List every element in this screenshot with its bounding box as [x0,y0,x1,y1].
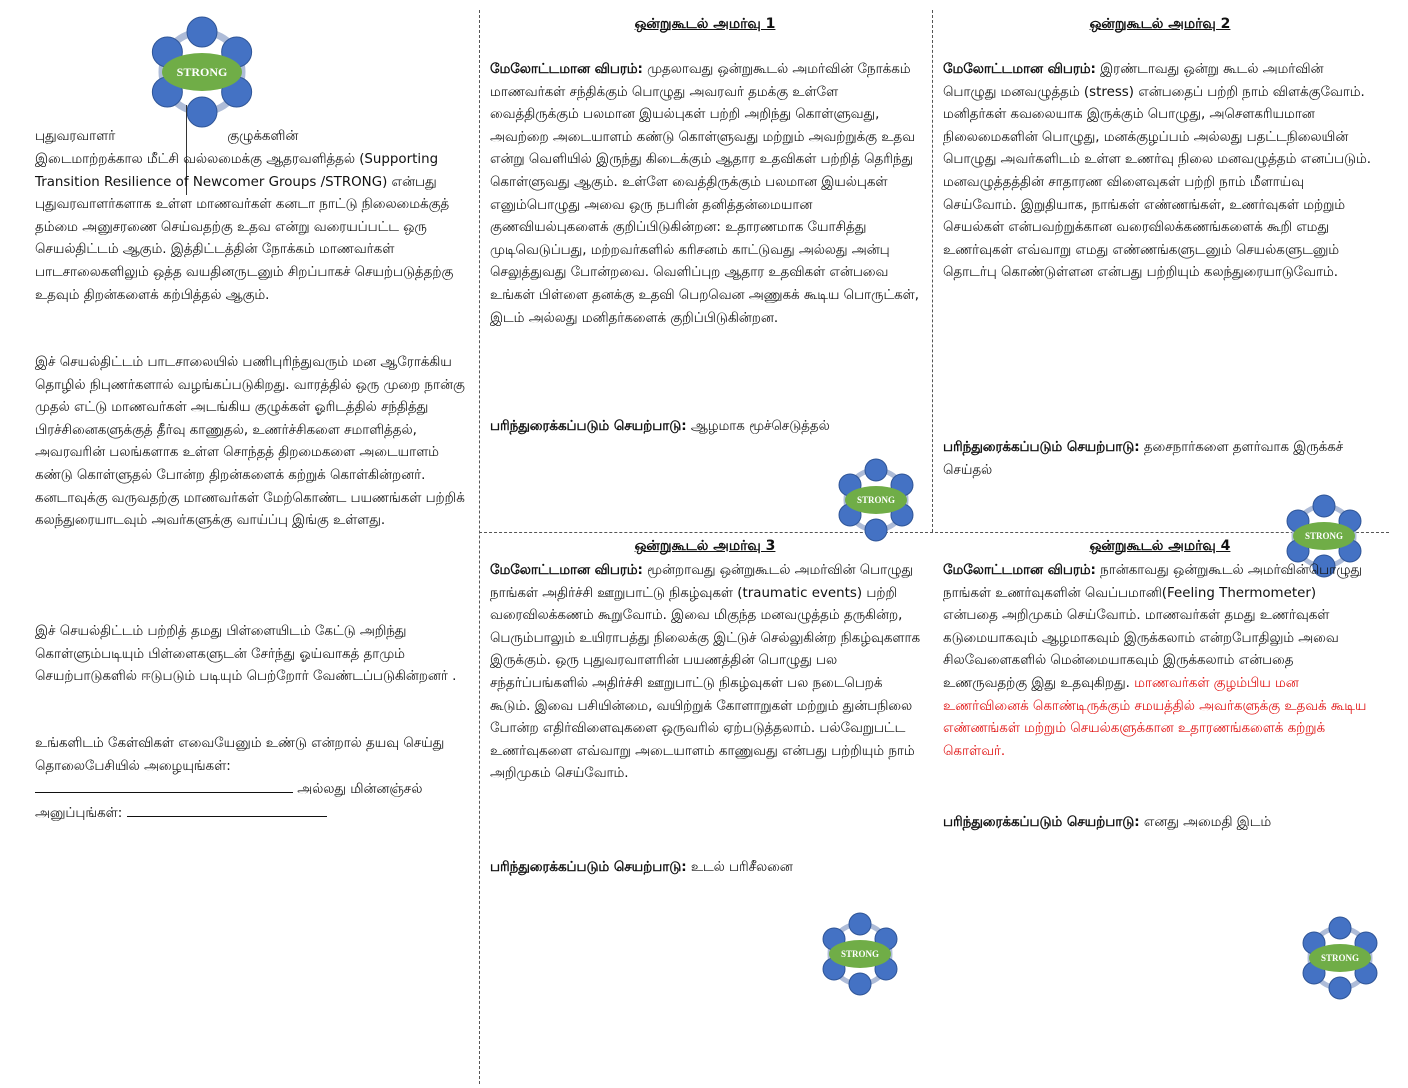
session-title: ஒன்றுகூடல் அமர்வு 2 [1089,16,1231,32]
strong-logo [828,452,924,548]
activity-label: பரிந்துரைக்கப்படும் செயற்பாடு: [943,815,1140,830]
activity-text: உடல் பரிசீலனை [690,860,793,875]
session-overview [943,560,1373,763]
session-activity [490,416,922,439]
overview-text: முதலாவது ஒன்றுகூடல் அமர்வின் நோக்கம் மாணவர்கள் சந்திக்கும் பொழுது அவரவர் தமக்கு உள்ளே வைத்திருக்கும் பலமான இயல்புகள் பற்றி அறிந்து கொள்ளுவது, அவற்றை அடையாளம் கண்டு கொள்ளுவது மற்றும் அவற்றுக்கு உதவ என்று வெளியில் இருந்து கிடைக்கும் ஆதார உதவிகள் பற்றித் தெரிந்து கொள்ளுவது ஆகும். உள்ளே வைத்திருக்கும் பலமான இயல்புகள் எனும்பொழுது அவை ஒரு நபரின் தனித்தன்மையான குணவியல்புகளைக் குறிப்பிடுகின்றன: உதாரணமாக யோசித்து முடிவெடுப்பது, மற்றவர்களில் கரிசனம் காட்டுவது அல்லது அன்பு செலுத்துவது போன்றவை. வெளிப்புற ஆதார உதவிகள் என்பவை உங்கள் பிள்ளை தனக்கு உதவி பெறவென அணுகக் கூடிய பொருட்கள், இடம் அல்லது மனிதர்களைக் குறிப்பிடுகின்றன. [490,62,920,326]
logo-circle [187,17,217,47]
intro-paragraph-1: இடைமாற்றக்கால மீட்சி வல்லமைக்கு ஆதரவளித்தல் (Supporting Transition Resilience of Newcomer Groups /STRONG) என்பது புதுவரவாளர்களாக உள்ள மாணவர்கள் கனடா நாட்டு நிலைமைக்குத் தம்மை அனுசரணை செய்வதற்கு உதவ என்று வரையப்பட்ட ஒரு செயல்திட்டம் ஆகும். இத்திட்டத்தின் நோக்கம் மாணவர்கள் பாடசாலைகளிலும் ஒத்த வயதினருடனும் சிறப்பாகச் செயற்படுத்தற்கு உதவும் திறன்களைக் கற்பித்தல் ஆகும். [35,152,454,303]
activity-label: பரிந்துரைக்கப்படும் செயற்பாடு: [490,860,687,875]
session-activity [943,812,1373,835]
session-activity [943,437,1381,482]
logo-circle [1329,917,1351,939]
overview-label: மேலோட்டமான விபரம்: [490,62,643,77]
overview-text: மூன்றாவது ஒன்றுகூடல் அமர்வின் பொழுது நாங்கள் அதிர்ச்சி ஊறுபாட்டு நிகழ்வுகள் (traumatic events) பற்றி வரைவிலக்கணம் கூறுவோம். இவை மிகுந்த மனவழுத்தம் தருகின்ற, பெரும்பாலும் உயிராபத்து நிலைக்கு இட்டுச் செல்லுகின்ற நிகழ்வுகளாக இருக்கும். ஒரு புதுவரவாளரின் பயணத்தின் பொழுது பல சந்தர்ப்பங்களில் அதிர்ச்சி ஊறுபாட்டு நிகழ்வுகள் பல நடைபெறக் கூடும். இவை பசியின்மை, வயிற்றுக் கோளாறுகள் மற்றும் துன்பநிலை போன்ற எதிர்விளைவுகளை ஒருவரில் ஏற்படுத்தலாம். பல்வேறுபட்ட உணர்வுகளை எவ்வாறு அடையாளம் காணுவது என்பது பற்றியும் நாம் அறிமுகம் செய்வோம். [490,563,921,782]
strong-logo [138,8,266,136]
svg-text:STRONG: STRONG [176,65,228,79]
session-title: ஒன்றுகூடல் அமர்வு 1 [634,16,776,32]
logo-circle [849,913,871,935]
logo-circle [1313,495,1335,517]
strong-logo [812,906,908,1002]
activity-label: பரிந்துரைக்கப்படும் செயற்பாடு: [943,440,1140,455]
svg-text:STRONG: STRONG [1304,531,1344,541]
overview-label: மேலோட்டமான விபரம்: [943,563,1096,578]
intro-paragraph-3: இச் செயல்திட்டம் பற்றித் தமது பிள்ளையிடம் கேட்டு அறிந்து கொள்ளும்படியும் பிள்ளைகளுடன் சேர்ந்து ஓய்வாகத் தாமும் செயற்பாடுகளில் ஈடுபடும் படியும் பெற்றோர் வேண்டப்படுகின்றனர் . [35,624,457,685]
session-overview [943,59,1381,285]
overview-label: மேலோட்டமான விபரம்: [490,563,643,578]
intro-paragraph-2: இச் செயல்திட்டம் பாடசாலையில் பணிபுரிந்துவரும் மன ஆரோக்கிய தொழில் நிபுணர்களால் வழங்கப்படுகிறது. வாரத்தில் ஒரு முறை நான்கு முதல் எட்டு மாணவர்கள் அடங்கிய குழுக்கள் ஓரிடத்தில் சந்தித்து பிரச்சினைகளுக்குத் தீர்வு காணுதல், உணர்ச்சிகளை சமாளித்தல், அவரவரின் பலங்களாக உள்ள சொந்தத் திறமைகளை அடையாளம் கண்டு கொள்ளுதல் போன்ற திறன்களைக் கற்றுக் கொள்கின்றனர். கனடாவுக்கு வருவதற்கு மாணவர்கள் மேற்கொண்ட பயணங்கள் பற்றிக் கலந்துரையாடவும் அவர்களுக்கு வாய்ப்பு இங்கு உள்ளது. [35,355,465,529]
column-divider-right [932,10,933,532]
contact-send: அனுப்புங்கள்: [35,805,123,821]
intro-heading [35,126,475,149]
overview-text: இரண்டாவது ஒன்று கூடல் அமர்வின் பொழுது மனவழுத்தம் (stress) என்பதைப் பற்றி நாம் விளக்குவோம். மனிதர்கள் கவலையாக இருக்கும் பொழுது, அசௌகரியமான நிலைமைகளின் பொழுது, மனக்குழப்பம் அல்லது பதட்டநிலையின் பொழுது அவர்களிடம் உள்ள உணர்வு நிலை மனவழுத்தம் எனப்படும். மனவழுத்தத்தின் சாதாரண விளைவுகள் பற்றி நாம் மீளாய்வு செய்வோம். இறுதியாக, நாங்கள் எண்ணங்கள், உணர்வுகள் மற்றும் செயல்கள் என்பவற்றுக்கான வரைவிலக்கணங்களைக் கூறி எமது உணர்வுகள் எவ்வாறு எமது எண்ணங்களுடனும் செயல்களுடனும் தொடர்பு கொண்டுள்ளன என்பது பற்றியும் கலந்துரையாடுவோம். [943,62,1371,281]
intro-heading-part2: குழுக்களின் [227,129,299,144]
session-overview [490,59,922,330]
intro-heading-part1: புதுவரவாளர் [35,129,116,144]
overview-text: நான்காவது ஒன்றுகூடல் அமர்வின்பொழுது நாங்கள் உணர்வுகளின் வெப்பமானி(Feeling Thermometer) என்பதை அறிமுகம் செய்வோம். மாணவர்கள் தமது உணர்வுகள் கடுமையாகவும் ஆழமாகவும் இருக்கலாம் என்றபோதிலும் அவை சிலவேளைகளில் மென்மையாகவும் இருக்கலாம் என்பதை உணருவதற்கு இது உதவுகிறது. [943,563,1363,691]
session-overview [490,560,924,786]
email-blank [127,802,327,817]
session-activity [490,857,924,880]
column-divider-left [479,10,480,1084]
row-divider [479,532,1389,533]
overview-label: மேலோட்டமான விபரம்: [943,62,1096,77]
intro-contact [35,733,475,825]
logo-circle [187,97,217,127]
phone-blank [35,778,293,793]
activity-label: பரிந்துரைக்கப்படும் செயற்பாடு: [490,419,687,434]
logo-circle [865,459,887,481]
svg-text:STRONG: STRONG [856,495,896,505]
svg-text:STRONG: STRONG [1320,953,1360,963]
svg-text:STRONG: STRONG [840,949,880,959]
activity-text: தசைநார்களை தளர்வாக இருக்கச் செய்தல் [943,440,1344,478]
session-title: ஒன்றுகூடல் அமர்வு 3 [634,538,776,554]
session-title: ஒன்றுகூடல் அமர்வு 4 [1089,538,1231,554]
activity-text: ஆழமாக மூச்செடுத்தல் [690,419,830,434]
strong-logo [1292,910,1388,1006]
overview-highlight-text: மாணவர்கள் குழம்பிய மன உணர்வினைக் கொண்டிருக்கும் சமயத்தில் அவர்களுக்கு உதவக் கூடிய எண்ணங்கள் மற்றும் செயல்களுக்கான உதாரணங்களைக் கற்றுக் கொள்வர். [943,675,1367,759]
activity-text: எனது அமைதி இடம் [1143,815,1272,830]
logo-circle [849,973,871,995]
logo-circle [1329,977,1351,999]
contact-or-email: அல்லது மின்னஞ்சல் [297,782,423,798]
contact-prompt: உங்களிடம் கேள்விகள் எவையேனும் உண்டு என்றால் தயவு செய்து தொலைபேசியில் அழையுங்கள்: [35,736,445,774]
